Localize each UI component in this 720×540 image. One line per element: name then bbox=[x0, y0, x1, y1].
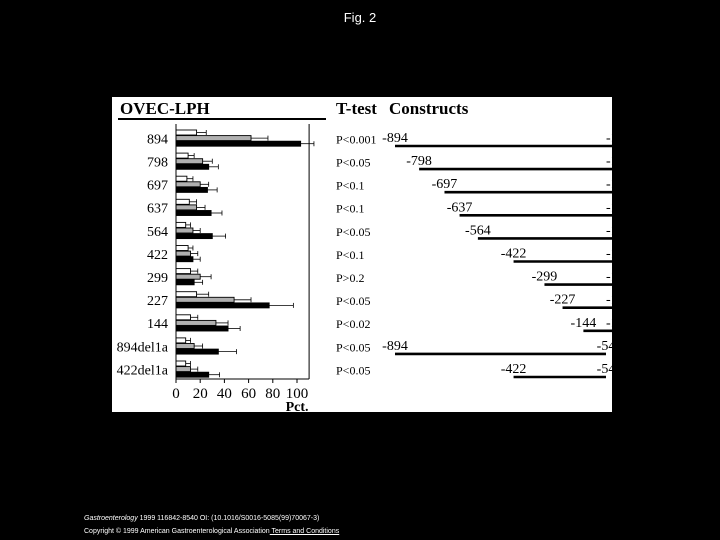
bar bbox=[176, 153, 188, 158]
ttest-header: T-test bbox=[336, 99, 377, 118]
construct-start-label: -894 bbox=[382, 338, 408, 354]
construct-end-label: -17 bbox=[605, 315, 625, 331]
bar bbox=[176, 269, 191, 274]
bar bbox=[176, 361, 186, 366]
bar bbox=[176, 349, 218, 354]
left-header: OVEC-LPH bbox=[120, 99, 210, 118]
p-value: P<0.05 bbox=[336, 363, 371, 378]
citation-text: 1999 116842-8540 OI: (10.1016/S0016-5085(99)70067-3) bbox=[137, 515, 320, 522]
construct-start-label: -564 bbox=[465, 223, 491, 239]
bar bbox=[176, 159, 203, 164]
category-label: 227 bbox=[147, 294, 168, 310]
chart-svg bbox=[112, 97, 625, 415]
bar bbox=[176, 320, 216, 325]
p-value: P<0.05 bbox=[336, 294, 371, 309]
p-value: P<0.05 bbox=[336, 224, 371, 239]
category-label: 798 bbox=[147, 155, 168, 171]
x-tick-label: 80 bbox=[265, 386, 281, 402]
bar bbox=[176, 136, 251, 141]
bar bbox=[176, 205, 197, 210]
bar bbox=[176, 280, 194, 285]
copyright-text: Copyright © 1999 American Gastroenterological Association bbox=[84, 528, 270, 535]
figure-title: Fig. 2 bbox=[343, 10, 377, 25]
category-label: 299 bbox=[147, 271, 168, 286]
bar bbox=[176, 251, 191, 256]
construct-start-label: -422 bbox=[500, 362, 527, 377]
terms-link[interactable]: Terms and Conditions bbox=[269, 528, 340, 535]
bar bbox=[176, 257, 193, 262]
category-label: 422 bbox=[147, 247, 168, 263]
bar bbox=[176, 176, 187, 181]
journal-name: Gastroenterology bbox=[84, 515, 138, 522]
bar bbox=[176, 222, 186, 227]
category-label: 894del1a bbox=[116, 340, 168, 356]
bar bbox=[176, 228, 193, 233]
p-value: P<0.02 bbox=[336, 317, 371, 332]
category-label: 697 bbox=[147, 178, 168, 194]
category-label: 564 bbox=[147, 224, 168, 240]
bar bbox=[176, 326, 228, 331]
bar bbox=[176, 338, 186, 343]
construct-end-label: -17 bbox=[605, 131, 625, 146]
construct-end-label: -17 bbox=[605, 246, 625, 262]
construct-end-label: -17 bbox=[605, 177, 625, 193]
x-tick-label: 20 bbox=[192, 386, 208, 402]
x-tick-label: 0 bbox=[172, 386, 180, 402]
bar bbox=[176, 130, 197, 135]
bar bbox=[176, 344, 194, 349]
construct-start-label: -637 bbox=[446, 200, 473, 216]
x-tick-label: 40 bbox=[216, 386, 232, 402]
construct-start-label: -894 bbox=[382, 131, 408, 146]
bar bbox=[176, 141, 301, 146]
p-value: P<0.05 bbox=[336, 340, 371, 355]
construct-end-label: -54 bbox=[596, 338, 616, 354]
bar bbox=[176, 367, 191, 372]
construct-end-label: -17 bbox=[605, 200, 625, 216]
x-axis-label: Pct. bbox=[285, 400, 309, 415]
construct-start-label: -422 bbox=[500, 246, 527, 262]
construct-start-label: -299 bbox=[531, 269, 558, 285]
p-value: P<0.1 bbox=[336, 178, 365, 193]
p-value: P<0.1 bbox=[336, 247, 365, 262]
bar bbox=[176, 303, 269, 308]
x-tick-label: 100 bbox=[285, 386, 309, 402]
bar bbox=[176, 297, 234, 302]
bar bbox=[176, 164, 209, 169]
construct-start-label: -697 bbox=[431, 177, 458, 193]
construct-start-label: -798 bbox=[406, 154, 432, 170]
construct-end-label: -17 bbox=[605, 292, 625, 308]
bar bbox=[176, 292, 197, 297]
bar bbox=[176, 246, 188, 251]
bar bbox=[176, 199, 189, 204]
construct-end-label: -17 bbox=[605, 154, 625, 170]
category-label: 422del1a bbox=[116, 363, 168, 379]
p-value: P>0.2 bbox=[336, 271, 365, 285]
p-value: P<0.05 bbox=[336, 155, 371, 170]
x-tick-label: 60 bbox=[241, 386, 257, 402]
copyright-line bbox=[84, 527, 339, 537]
construct-start-label: -144 bbox=[570, 315, 597, 331]
bar bbox=[176, 182, 200, 187]
category-label: 637 bbox=[147, 201, 168, 217]
p-value: P<0.001 bbox=[336, 132, 377, 147]
bar bbox=[176, 372, 209, 377]
bar bbox=[176, 187, 207, 192]
bar bbox=[176, 274, 200, 279]
construct-end-label: -54 bbox=[596, 362, 616, 377]
category-label: 144 bbox=[147, 317, 168, 333]
construct-end-label: -17 bbox=[605, 223, 625, 239]
construct-start-label: -227 bbox=[549, 292, 576, 308]
p-value: P<0.1 bbox=[336, 201, 365, 216]
chart-panel bbox=[112, 97, 625, 415]
construct-end-label: -17 bbox=[605, 269, 625, 285]
bar bbox=[176, 211, 211, 216]
citation-line bbox=[84, 514, 319, 524]
bar bbox=[176, 234, 212, 239]
category-label: 894 bbox=[147, 132, 168, 148]
bar bbox=[176, 315, 191, 320]
constructs-header: Constructs bbox=[389, 99, 469, 118]
